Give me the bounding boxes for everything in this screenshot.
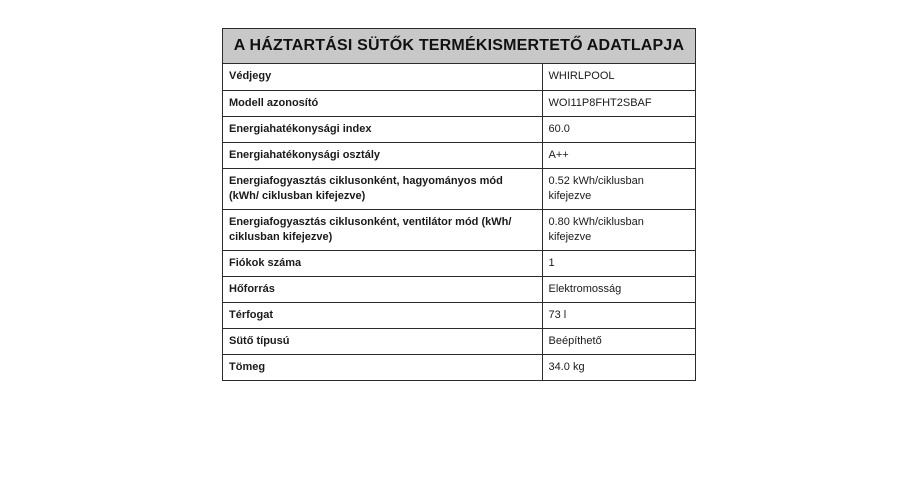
row-value: WHIRLPOOL (548, 70, 615, 83)
table-row (223, 90, 695, 116)
row-label: Modell azonosító (223, 90, 542, 116)
row-value: 34.0 kg (542, 354, 695, 380)
row-label: Hőforrás (223, 276, 542, 302)
table-row (223, 116, 695, 142)
specs-table (223, 64, 695, 380)
row-value: Elektromosság (542, 276, 695, 302)
product-data-sheet (222, 28, 696, 381)
table-row (223, 142, 695, 168)
row-label: Tömeg (223, 354, 542, 380)
table-row (223, 250, 695, 276)
row-label: Energiahatékonysági osztály (223, 142, 542, 168)
row-label: Sütő típusú (223, 328, 542, 354)
row-value: 60.0 (542, 116, 695, 142)
row-label: Energiahatékonysági index (223, 116, 542, 142)
row-label: Térfogat (223, 302, 542, 328)
row-label: Védjegy (223, 64, 542, 90)
table-row (223, 64, 695, 90)
row-value: 0.80 kWh/ciklusban kifejezve (542, 209, 695, 250)
row-value: 0.52 kWh/ciklusban kifejezve (542, 168, 695, 209)
row-value: A++ (542, 142, 695, 168)
row-value: WOI11P8FHT2SBAF (542, 90, 695, 116)
sheet-title: A HÁZTARTÁSI SÜTŐK TERMÉKISMERTETŐ ADATLAPJA (223, 29, 695, 64)
table-row (223, 328, 695, 354)
row-label: Energiafogyasztás ciklusonként, hagyományos mód (kWh/ ciklusban kifejezve) (223, 168, 542, 209)
table-row (223, 168, 695, 209)
row-value: Beépíthető (542, 328, 695, 354)
table-row (223, 354, 695, 380)
row-value: 1 (542, 250, 695, 276)
row-value: 73 l (542, 302, 695, 328)
table-row (223, 302, 695, 328)
row-label: Fiókok száma (223, 250, 542, 276)
table-row (223, 276, 695, 302)
row-label: Energiafogyasztás ciklusonként, ventilátor mód (kWh/ ciklusban kifejezve) (223, 209, 542, 250)
table-row (223, 209, 695, 250)
